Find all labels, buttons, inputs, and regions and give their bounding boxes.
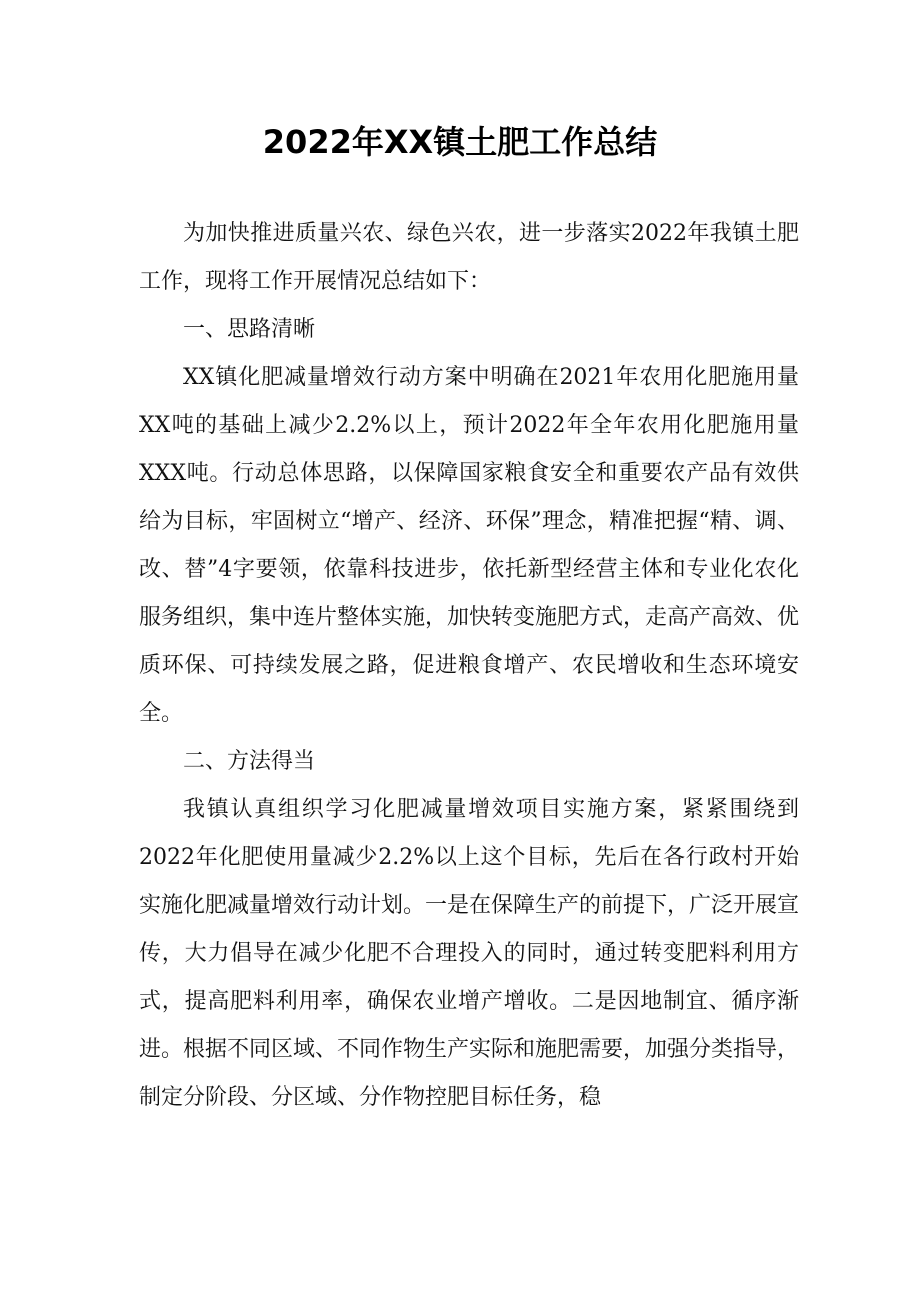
section-1-paragraph: XX镇化肥减量增效行动方案中明确在2021年农用化肥施用量XX吨的基础上减少2.2%以上，预计2022年全年农用化肥施用量XXX吨。行动总体思路，以保障国家粮食安全和重要农产品有效供给为目标，牢固树立“增产、经济、环保”理念，精准把握“精、调、改、替”4字要领，依靠科技进步，依托新型经营主体和专业化农化服务组织，集中连片整体实施，加快转变施肥方式，走高产高效、优质环保、可持续发展之路，促进粮食增产、农民增收和生态环境安全。 — [139, 365, 800, 726]
document-body — [139, 210, 799, 1122]
intro-paragraph: 为加快推进质量兴农、绿色兴农，进一步落实2022年我镇土肥工作，现将工作开展情况总结如下： — [139, 221, 799, 294]
section-1-heading: 一、思路清晰 — [183, 317, 316, 342]
section-2-heading: 二、方法得当 — [183, 749, 316, 774]
document-title: 2022年XX镇土肥工作总结 — [262, 123, 658, 161]
section-2-paragraph: 我镇认真组织学习化肥减量增效项目实施方案，紧紧围绕到2022年化肥使用量减少2.2%以上这个目标，先后在各行政村开始实施化肥减量增效行动计划。一是在保障生产的前提下，广泛开展宣传，大力倡导在减少化肥不合理投入的同时，通过转变肥料利用方式，提高肥料利用率，确保农业增产增收。二是因地制宜、循序渐进。根据不同区域、不同作物生产实际和施肥需要，加强分类指导，制定分阶段、分区域、分作物控肥目标任务，稳 — [139, 797, 800, 1110]
